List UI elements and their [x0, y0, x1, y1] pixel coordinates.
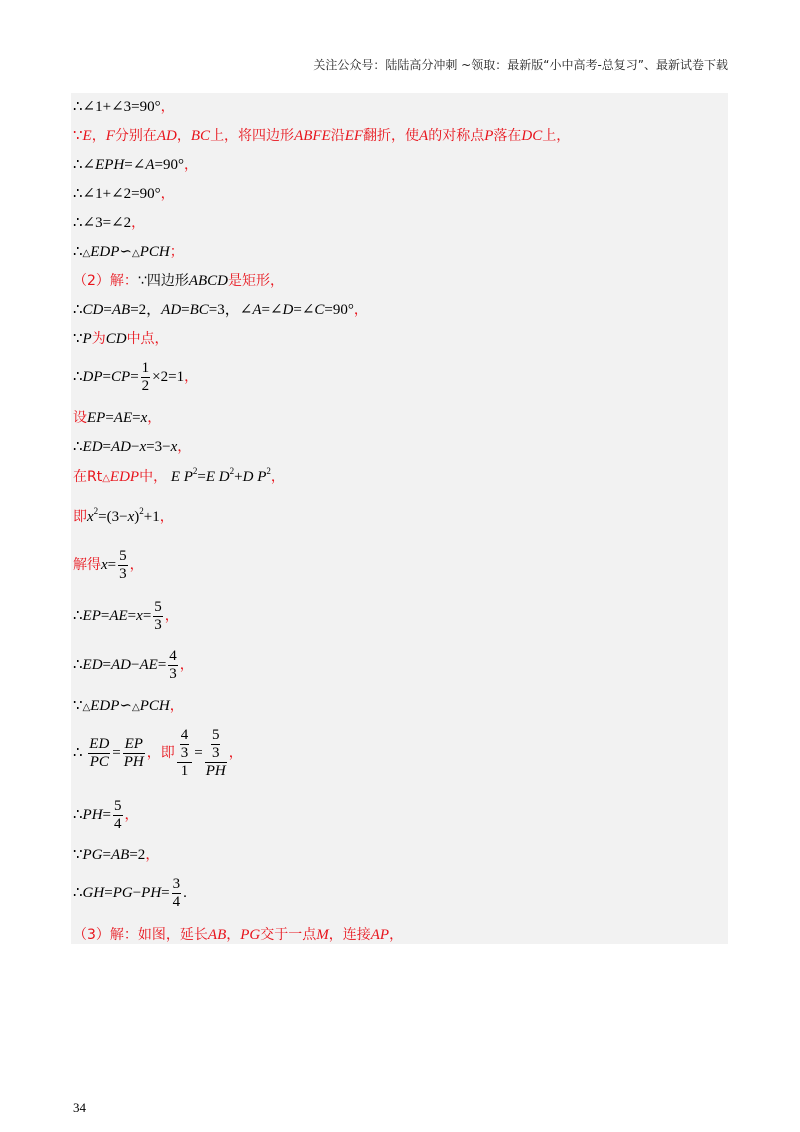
var: PG — [240, 927, 261, 943]
math-text: = — [105, 410, 114, 426]
cn-text: 设 — [73, 410, 87, 426]
punct: ， — [160, 99, 175, 115]
punct: ， — [164, 607, 179, 624]
numerator: ED — [89, 736, 110, 752]
var: x — [139, 439, 147, 455]
therefore-symbol: ∴ — [73, 607, 83, 624]
punct: . — [183, 884, 187, 901]
solution-line — [73, 330, 169, 348]
math-text: − — [132, 884, 142, 901]
var: CD — [82, 302, 104, 318]
var: x — [140, 410, 148, 426]
fraction — [153, 599, 163, 634]
math-text: = — [197, 469, 206, 485]
similar-symbol: ∽ — [119, 698, 132, 714]
denominator: PC — [89, 754, 109, 770]
var: PH — [141, 884, 162, 901]
cn-text: ，即 — [146, 744, 175, 761]
var: M — [316, 927, 329, 943]
solution-line — [73, 599, 179, 634]
numerator: 5 — [119, 548, 127, 564]
cn-text: 交于一点 — [260, 927, 317, 943]
var: PCH — [139, 698, 170, 714]
denominator: 3 — [169, 666, 177, 682]
var: A — [145, 157, 155, 173]
var: AD — [111, 439, 132, 455]
math-text: = — [104, 884, 113, 901]
math-text: = — [142, 607, 152, 624]
math-text: = — [112, 744, 121, 761]
therefore-symbol: ∴ — [73, 368, 83, 385]
fraction — [180, 727, 190, 762]
var: AD — [111, 656, 132, 673]
because-symbol: ∵ — [73, 847, 83, 863]
solution-line — [73, 156, 198, 174]
numerator: 4 — [169, 648, 177, 664]
cn-text: 上， — [542, 128, 571, 144]
denominator: 2 — [141, 378, 150, 394]
denominator: 3 — [180, 745, 189, 761]
var: ED — [82, 439, 103, 455]
numerator: 3 — [172, 876, 181, 892]
math-text: = — [102, 806, 112, 823]
var: P — [484, 128, 494, 144]
var: ABFE — [294, 128, 331, 144]
page-header: 关注公众号：陆陆高分冲刺 ~领取：最新版“小中高考-总复习”、最新试卷下载 — [313, 58, 728, 72]
punct: ， — [145, 847, 160, 863]
punct: ， — [91, 128, 106, 144]
math-text: = — [127, 607, 137, 624]
denominator: 3 — [154, 617, 162, 633]
math-text: = — [107, 556, 117, 573]
var: AD — [156, 128, 177, 144]
var: F — [105, 128, 115, 144]
punct: ， — [160, 186, 175, 202]
solution-line — [73, 214, 145, 232]
part-label: （3）解：如图，延长 — [73, 927, 208, 943]
because-symbol: ∵ — [73, 331, 83, 347]
math-text: = — [100, 607, 110, 624]
cn-text: 是矩形， — [228, 273, 285, 289]
var: EF — [344, 128, 364, 144]
var: AB — [207, 927, 227, 943]
fraction — [211, 727, 221, 762]
denominator: PH — [123, 754, 144, 770]
var: ABCD — [188, 273, 229, 289]
var: C — [314, 302, 325, 318]
triangle-symbol: △ — [82, 702, 91, 713]
math-text: =2 — [129, 847, 146, 863]
compound-fraction — [177, 727, 193, 780]
var: AB — [111, 847, 130, 863]
var: BC — [190, 128, 211, 144]
solution-line — [73, 508, 174, 526]
triangle-symbol: △ — [132, 248, 140, 259]
exponent: 2 — [93, 506, 99, 516]
cn-text: 的对称点 — [428, 128, 485, 144]
punct: ， — [270, 469, 285, 485]
fraction — [113, 798, 123, 833]
punct: ， — [183, 157, 198, 173]
punct: ， — [176, 128, 191, 144]
punct: ； — [169, 244, 184, 260]
solution-line — [73, 798, 139, 833]
math-text: =∠ — [124, 157, 146, 173]
var: AE — [139, 656, 158, 673]
cn-text: ，连接 — [328, 927, 371, 943]
solution-line — [73, 272, 284, 290]
var: AB — [111, 302, 131, 318]
punct: ， — [131, 215, 146, 231]
var: P — [82, 331, 92, 347]
part-label: （2）解： — [73, 273, 138, 289]
punct: ， — [169, 698, 184, 714]
solution-line — [73, 127, 570, 145]
var: E P — [170, 469, 193, 485]
fraction — [118, 548, 128, 583]
punct: ， — [124, 806, 139, 823]
numerator: 1 — [141, 360, 150, 376]
var: DP — [82, 368, 103, 385]
cn-text: 落在 — [493, 128, 522, 144]
punct: ， — [147, 410, 162, 426]
var: GH — [82, 884, 105, 901]
punct: ， — [184, 368, 199, 385]
math-text: = — [102, 656, 112, 673]
exponent: 2 — [139, 506, 144, 516]
math-text: ) — [134, 509, 140, 525]
math-text: =3− — [146, 439, 171, 455]
math-text: = — [181, 302, 190, 318]
numerator: 5 — [211, 727, 220, 743]
math-text: =(3− — [98, 509, 128, 525]
var: x — [170, 439, 178, 455]
exponent: 2 — [266, 466, 271, 476]
punct: ， — [353, 302, 368, 318]
var: x — [127, 509, 135, 525]
because-symbol: ∵ — [73, 698, 83, 714]
denominator: 4 — [114, 816, 122, 832]
solution-line — [73, 98, 175, 116]
therefore-symbol: ∴ — [73, 656, 83, 673]
punct: ， — [129, 556, 144, 573]
math-text: =∠ — [261, 302, 283, 318]
denominator: 1 — [180, 763, 189, 779]
cn-text: 在Rt — [73, 469, 103, 485]
math-text: = — [130, 368, 139, 385]
math-text: + — [234, 469, 243, 485]
math-text: − — [131, 656, 140, 673]
fraction — [123, 736, 145, 771]
exponent: 2 — [229, 466, 235, 476]
cn-text: 中， — [139, 469, 168, 485]
numerator: 5 — [114, 798, 122, 814]
math-text: =2， — [130, 302, 162, 318]
var: DC — [521, 128, 543, 144]
solution-line — [73, 648, 194, 683]
solution-line — [73, 468, 285, 488]
math-text: − — [131, 439, 140, 455]
punct: ， — [226, 927, 241, 943]
var: ED — [82, 656, 103, 673]
cn-text: ∵四边形 — [137, 273, 189, 289]
math-text: = — [102, 368, 112, 385]
var: AD — [161, 302, 182, 318]
math-text: =3，∠ — [208, 302, 253, 318]
var: A — [419, 128, 429, 144]
math-text: ∴∠ — [73, 157, 96, 173]
var: PCH — [139, 244, 170, 260]
math-text: = — [161, 884, 170, 901]
solution-line — [73, 846, 159, 864]
math-text: = — [194, 744, 203, 761]
cn-text: 沿 — [330, 128, 345, 144]
triangle-symbol: △ — [82, 248, 91, 259]
math-text: ∴∠3=∠2 — [73, 215, 132, 231]
fraction — [172, 876, 182, 911]
fraction — [168, 648, 178, 683]
therefore-symbol: ∴ — [73, 439, 83, 455]
var: EDP — [90, 698, 120, 714]
cn-text: 解得 — [73, 556, 101, 573]
solution-line — [73, 438, 191, 456]
var: AP — [370, 927, 390, 943]
because-symbol: ∵ — [73, 128, 83, 144]
solution-line — [73, 548, 144, 583]
var: EDP — [90, 244, 120, 260]
var: PH — [82, 806, 103, 823]
cn-text: 为 — [91, 331, 106, 347]
punct: ， — [228, 744, 243, 761]
var: BC — [189, 302, 209, 318]
punct: ， — [159, 509, 174, 525]
compound-fraction — [205, 727, 227, 780]
cn-text: 中点， — [126, 331, 169, 347]
solution-line — [73, 876, 187, 911]
solution-line — [73, 360, 198, 395]
denominator: PH — [205, 763, 226, 779]
numerator: 4 — [180, 727, 189, 743]
denominator: 4 — [172, 894, 181, 910]
solution-line — [73, 185, 175, 203]
var: AE — [113, 410, 133, 426]
math-text: ×2=1 — [152, 368, 185, 385]
math-text: +1 — [143, 509, 160, 525]
solution-line — [73, 301, 368, 319]
solution-line — [73, 697, 184, 717]
triangle-symbol: △ — [132, 702, 140, 713]
numerator: 5 — [154, 599, 162, 615]
var: x — [136, 607, 143, 624]
var: E — [82, 128, 92, 144]
exponent: 2 — [192, 466, 198, 476]
cn-text: 翻折，使 — [363, 128, 420, 144]
var: PG — [82, 847, 103, 863]
math-text: = — [102, 439, 112, 455]
var: x — [87, 509, 94, 525]
math-text: =90° — [154, 157, 184, 173]
cn-text: 即 — [73, 509, 87, 525]
math-text: = — [102, 847, 112, 863]
therefore-symbol: ∴ — [73, 302, 83, 318]
var: PG — [112, 884, 133, 901]
var: AE — [109, 607, 128, 624]
punct: ， — [177, 439, 192, 455]
math-text: =∠ — [293, 302, 315, 318]
triangle-symbol: △ — [102, 473, 110, 484]
var: x — [101, 556, 108, 573]
cn-text: 分别在 — [114, 128, 157, 144]
var: EP — [87, 410, 106, 426]
math-text: ∴ — [73, 244, 83, 260]
var: EP — [82, 607, 101, 624]
solution-line — [73, 926, 403, 944]
math-text: = — [103, 302, 112, 318]
var: EPH — [95, 157, 125, 173]
var: A — [252, 302, 262, 318]
math-text: ∴∠1+∠2=90° — [73, 186, 161, 202]
therefore-symbol: ∴ — [73, 744, 83, 761]
var: CD — [105, 331, 127, 347]
var: E D — [205, 469, 230, 485]
solution-line — [73, 243, 184, 263]
denominator: 3 — [119, 566, 127, 582]
var: D P — [242, 469, 267, 485]
therefore-symbol: ∴ — [73, 884, 83, 901]
math-text: = — [132, 410, 141, 426]
solution-line — [73, 409, 161, 427]
cn-text: 上，将四边形 — [210, 128, 295, 144]
math-text: = — [157, 656, 167, 673]
denominator: 3 — [211, 745, 220, 761]
page-number: 34 — [73, 1100, 86, 1115]
fraction — [88, 736, 110, 771]
punct: ， — [179, 656, 194, 673]
var: EDP — [109, 469, 140, 485]
solution-line — [73, 727, 243, 780]
similar-symbol: ∽ — [119, 244, 132, 260]
math-text: ∴∠1+∠3=90° — [73, 99, 161, 115]
math-text: =90° — [324, 302, 354, 318]
var: CP — [111, 368, 131, 385]
therefore-symbol: ∴ — [73, 806, 83, 823]
numerator: EP — [124, 736, 143, 752]
punct: ， — [389, 927, 404, 943]
var: D — [282, 302, 294, 318]
fraction — [141, 360, 151, 395]
